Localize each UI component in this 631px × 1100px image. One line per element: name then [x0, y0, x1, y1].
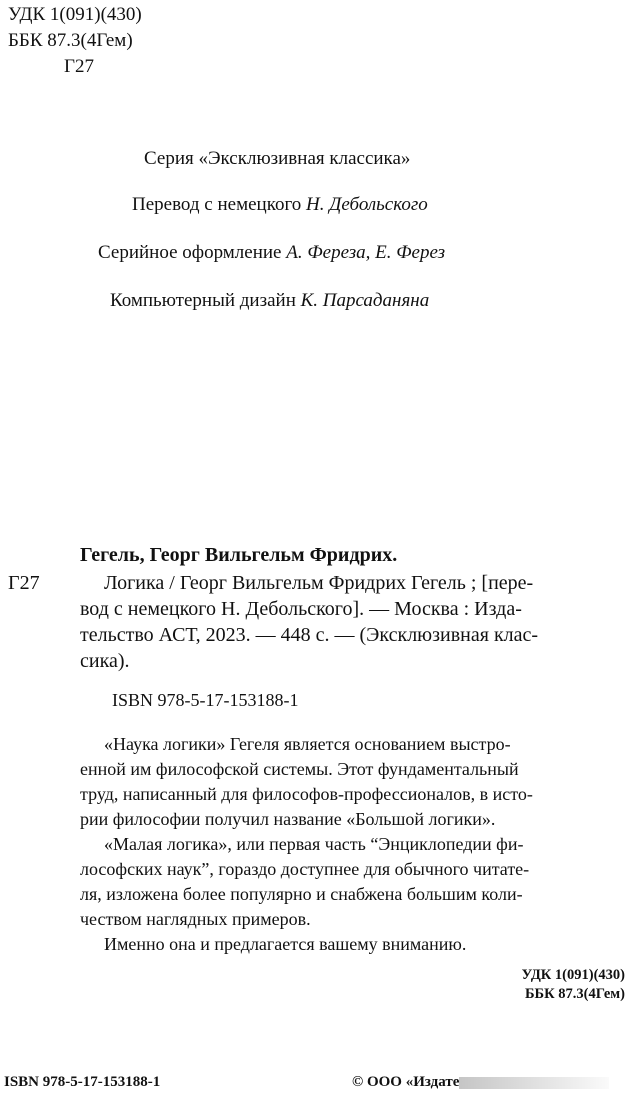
annotation-line: труд, написанный для философов-профессионалов, в исто- [80, 784, 533, 804]
catalog-line: сика). [80, 650, 130, 672]
computer-designer-name: К. Парсаданяна [300, 290, 430, 311]
translator-name: Н. Дебольского [306, 194, 428, 215]
annotation-line: лософских наук”, гораздо доступнее для обычного читате- [80, 859, 530, 879]
annotation-line: чеством наглядных примеров. [80, 909, 311, 929]
annotation-line: Именно она и предлагается вашему вниманию. [104, 934, 467, 954]
catalog-line: вод с немецкого Н. Дебольского]. — Москва : Изда- [80, 598, 522, 620]
annotation-line: рии философии получил название «Большой логики». [80, 809, 496, 829]
right-bbk-code: ББК 87.3(4Гем) [524, 986, 625, 1002]
computer-design-label: Компьютерный дизайн [110, 290, 296, 311]
copyright-text: © ООО «Издате [352, 1074, 460, 1090]
catalog-heading: Гегель, Георг Вильгельм Фридрих. [80, 544, 398, 566]
footer-copyright [352, 1074, 609, 1091]
series-line: Серия «Эксклюзивная классика» [144, 148, 411, 169]
catalog-sign: Г27 [8, 572, 40, 594]
translation-line [132, 194, 428, 216]
catalog-line: тельство АСТ, 2023. — 448 с. — (Эксклюзивная клас- [80, 624, 539, 646]
annotation-line: «Малая логика», или первая часть “Энциклопедии фи- [104, 834, 524, 854]
catalog-line: Логика / Георг Вильгельм Фридрих Гегель ; [пере- [104, 572, 534, 594]
translation-label: Перевод с немецкого [132, 194, 302, 215]
footer-isbn: ISBN 978-5-17-153188-1 [4, 1074, 161, 1090]
catalog-isbn: ISBN 978-5-17-153188-1 [112, 690, 299, 710]
annotation-line: енной им философской системы. Этот фундаментальный [80, 759, 519, 779]
annotation-line: «Наука логики» Гегеля является основанием выстро- [104, 734, 511, 754]
faded-text-overlay [459, 1077, 609, 1089]
annotation-line: ля, изложена более популярно и снабжена большим коли- [80, 884, 523, 904]
bbk-code: ББК 87.3(4Гем) [8, 30, 133, 51]
design-line [98, 242, 445, 264]
design-label: Серийное оформление [98, 242, 282, 263]
author-sign: Г27 [64, 56, 94, 77]
computer-design-line [110, 290, 429, 312]
right-udk-code: УДК 1(091)(430) [521, 967, 625, 983]
designer-name: А. Фереза, Е. Ферез [286, 242, 446, 263]
udk-code: УДК 1(091)(430) [8, 4, 142, 25]
